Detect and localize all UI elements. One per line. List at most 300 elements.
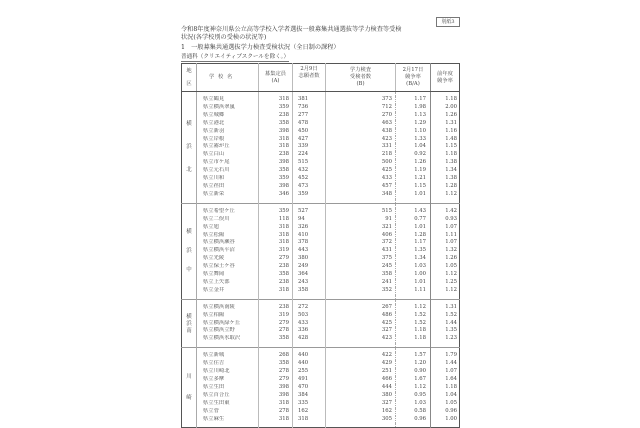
applicants-cell: 443 <box>293 247 326 255</box>
table-row <box>182 112 460 120</box>
district-char: 崎 <box>186 395 192 402</box>
header-prev-l1: 前年度 <box>437 70 453 77</box>
prev-ratio-cell: 1.23 <box>431 335 460 343</box>
prev-ratio-cell: 1.35 <box>431 327 460 335</box>
table-row <box>182 255 460 263</box>
test-takers-cell: 348 <box>326 191 396 199</box>
test-takers-cell: 380 <box>326 392 396 400</box>
school-name-cell: 県立生田 <box>203 383 225 390</box>
ratio-cell: 1.26 <box>396 159 431 167</box>
test-takers-cell: 466 <box>326 376 396 384</box>
table-row <box>182 216 460 224</box>
district-cell <box>182 92 197 204</box>
table-row <box>182 159 460 167</box>
applicants-cell: 452 <box>293 175 326 183</box>
school-name-cell: 県立川和 <box>203 175 225 182</box>
header-applicants <box>293 64 326 92</box>
table-row <box>182 384 460 392</box>
school-name-cell: 県立住吉 <box>203 360 225 367</box>
district-char: 浜 <box>186 320 192 327</box>
capacity-cell: 358 <box>259 167 293 175</box>
prev-ratio-cell: 1.44 <box>431 320 460 328</box>
district-group <box>182 299 460 348</box>
ratio-cell: 1.10 <box>396 128 431 136</box>
ratio-cell: 1.01 <box>396 279 431 287</box>
capacity-cell: 278 <box>259 327 293 335</box>
capacity-cell: 318 <box>259 287 293 295</box>
school-name-cell: 県立菅 <box>203 407 219 414</box>
table-row <box>182 120 460 128</box>
district-char: 中 <box>186 267 192 274</box>
header-capacity-label: 募集定員 <box>264 70 287 77</box>
school-name-cell: 県立港北 <box>203 119 225 126</box>
ratio-cell: 1.35 <box>396 247 431 255</box>
ratio-cell: 0.96 <box>396 416 431 424</box>
prev-ratio-cell: 1.07 <box>431 224 460 232</box>
district-char: 横 <box>186 229 192 236</box>
prev-ratio-cell: 1.18 <box>431 384 460 392</box>
ratio-cell: 0.77 <box>396 216 431 224</box>
school-name-cell: 県立二俣川 <box>203 215 230 222</box>
prev-ratio-cell: 1.52 <box>431 312 460 320</box>
table-row <box>182 239 460 247</box>
capacity-cell: 268 <box>259 352 293 360</box>
ratio-cell: 1.12 <box>396 384 431 392</box>
school-name-cell: 県立荏田 <box>203 182 225 189</box>
capacity-cell: 398 <box>259 392 293 400</box>
applicants-cell: 339 <box>293 143 326 151</box>
prev-ratio-cell: 1.42 <box>431 208 460 216</box>
ratio-cell: 1.12 <box>396 304 431 312</box>
test-takers-cell: 352 <box>326 287 396 295</box>
prev-ratio-cell: 1.05 <box>431 263 460 271</box>
ratio-cell: 1.57 <box>396 352 431 360</box>
ratio-cell: 1.52 <box>396 312 431 320</box>
table-row <box>182 183 460 191</box>
capacity-cell: 346 <box>259 191 293 199</box>
applicants-cell: 503 <box>293 312 326 320</box>
header-applicants-label: 志願者数 <box>298 73 320 79</box>
prev-ratio-cell: 1.38 <box>431 175 460 183</box>
applicants-cell: 364 <box>293 271 326 279</box>
title-line-2: 状況(各学校別の受検の状況等) <box>181 34 267 41</box>
table-row <box>182 128 460 136</box>
title-line-1: 令和8年度神奈川県公立高等学校入学者選抜一般募集共通選抜等学力検査等受検 <box>181 26 402 33</box>
school-name-cell: 県立多摩 <box>203 376 225 382</box>
school-name-cell: 県立新城 <box>203 352 225 359</box>
table-row <box>182 327 460 335</box>
prev-ratio-cell: 1.44 <box>431 360 460 368</box>
school-name-cell: 県立上矢部 <box>203 278 230 285</box>
table-row <box>182 263 460 271</box>
ratio-cell: 1.19 <box>396 167 431 175</box>
admission-status-table <box>181 63 460 428</box>
ratio-cell: 1.17 <box>396 96 431 104</box>
prev-ratio-cell: 0.93 <box>431 216 460 224</box>
ratio-cell: 1.04 <box>396 143 431 151</box>
header-test-takers <box>326 64 396 92</box>
capacity-cell: 238 <box>259 112 293 120</box>
capacity-cell: 318 <box>259 239 293 247</box>
header-test-takers-sub: (B) <box>356 81 365 87</box>
prev-ratio-cell: 1.31 <box>431 304 460 312</box>
district-char: 横 <box>186 121 192 128</box>
table-row <box>182 416 460 424</box>
applicants-cell: 478 <box>293 120 326 128</box>
school-name-cell: 県立麻生 <box>203 415 225 422</box>
test-takers-cell: 422 <box>326 352 396 360</box>
capacity-cell: 238 <box>259 263 293 271</box>
prev-ratio-cell: 1.32 <box>431 247 460 255</box>
capacity-cell: 359 <box>259 104 293 112</box>
test-takers-cell: 331 <box>326 143 396 151</box>
applicants-cell: 527 <box>293 208 326 216</box>
test-takers-cell: 372 <box>326 239 396 247</box>
table-row <box>182 304 460 312</box>
capacity-cell: 238 <box>259 304 293 312</box>
capacity-cell: 279 <box>259 255 293 263</box>
test-takers-cell: 444 <box>326 384 396 392</box>
ratio-cell: 0.90 <box>396 368 431 376</box>
district-group <box>182 348 460 428</box>
annex-label: 別紙3 <box>436 17 460 27</box>
course-subheading: 普通科（クリエイティブスクールを除く。） <box>181 54 290 60</box>
school-name-cell: 県立生田東 <box>203 399 230 406</box>
ratio-cell: 0.95 <box>396 392 431 400</box>
ratio-cell: 1.34 <box>396 255 431 263</box>
prev-ratio-cell: 1.79 <box>431 352 460 360</box>
applicants-cell: 378 <box>293 239 326 247</box>
capacity-cell: 318 <box>259 224 293 232</box>
district-char: 北 <box>186 167 192 174</box>
capacity-cell: 238 <box>259 151 293 159</box>
ratio-cell: 1.98 <box>396 104 431 112</box>
school-name-cell: 県立新羽 <box>203 127 225 134</box>
table-row <box>182 312 460 320</box>
ratio-cell: 1.00 <box>396 271 431 279</box>
district-cell <box>182 348 197 428</box>
test-takers-cell: 515 <box>326 208 396 216</box>
school-name-cell: 県立松陽 <box>203 231 225 238</box>
capacity-cell: 318 <box>259 232 293 240</box>
capacity-cell: 278 <box>259 408 293 416</box>
table-row <box>182 279 460 287</box>
test-takers-cell: 712 <box>326 104 396 112</box>
test-takers-cell: 500 <box>326 159 396 167</box>
table-row <box>182 191 460 199</box>
capacity-cell: 318 <box>259 96 293 104</box>
applicants-cell: 359 <box>293 191 326 199</box>
district-char: 浜 <box>186 248 192 255</box>
applicants-cell: 243 <box>293 279 326 287</box>
capacity-cell: 398 <box>259 128 293 136</box>
school-name-cell: 県立横浜氷取沢 <box>203 335 241 342</box>
ratio-cell: 1.33 <box>396 136 431 144</box>
applicants-cell: 381 <box>293 96 326 104</box>
school-name-cell: 県立保土ケ谷 <box>203 263 235 270</box>
ratio-cell: 1.13 <box>396 112 431 120</box>
header-capacity-sub: (A) <box>271 77 280 84</box>
ratio-cell: 1.52 <box>396 320 431 328</box>
school-name-cell: 県立希望ケ丘 <box>203 207 235 214</box>
test-takers-cell: 327 <box>326 327 396 335</box>
test-takers-cell: 251 <box>326 368 396 376</box>
ratio-cell: 1.01 <box>396 224 431 232</box>
applicants-cell: 94 <box>293 216 326 224</box>
applicants-cell: 428 <box>293 335 326 343</box>
school-name-cell: 県立光陵 <box>203 255 225 262</box>
applicants-cell: 380 <box>293 255 326 263</box>
capacity-cell: 278 <box>259 368 293 376</box>
prev-ratio-cell: 1.15 <box>431 143 460 151</box>
prev-ratio-cell: 1.18 <box>431 96 460 104</box>
ratio-cell: 1.01 <box>396 191 431 199</box>
district-char: 川 <box>186 374 192 381</box>
district-cell <box>182 299 197 348</box>
test-takers-cell: 425 <box>326 320 396 328</box>
applicants-cell: 249 <box>293 263 326 271</box>
capacity-cell: 358 <box>259 271 293 279</box>
prev-ratio-cell: 1.00 <box>431 416 460 424</box>
school-name-cell: 県立横浜立野 <box>203 327 235 334</box>
capacity-cell: 398 <box>259 183 293 191</box>
school-name-cell: 県立鶴見 <box>203 96 225 102</box>
capacity-cell: 118 <box>259 216 293 224</box>
prev-ratio-cell: 1.04 <box>431 392 460 400</box>
table-row <box>182 335 460 343</box>
test-takers-cell: 373 <box>326 96 396 104</box>
prev-ratio-cell: 1.12 <box>431 191 460 199</box>
prev-ratio-cell: 1.11 <box>431 232 460 240</box>
capacity-cell: 398 <box>259 159 293 167</box>
header-ratio <box>396 64 431 92</box>
table-row <box>182 208 460 216</box>
capacity-cell: 318 <box>259 143 293 151</box>
table-row <box>182 392 460 400</box>
applicants-cell: 515 <box>293 159 326 167</box>
test-takers-cell: 486 <box>326 312 396 320</box>
school-name-cell: 県立横浜平沼 <box>203 247 235 254</box>
table-row <box>182 167 460 175</box>
header-district-top: 地 <box>186 67 192 74</box>
ratio-cell: 1.18 <box>396 327 431 335</box>
district-char: 浜 <box>186 144 192 151</box>
capacity-cell: 318 <box>259 416 293 424</box>
prev-ratio-cell: 1.18 <box>431 151 460 159</box>
prev-ratio-cell: 1.26 <box>431 255 460 263</box>
capacity-cell: 318 <box>259 136 293 144</box>
ratio-cell: 1.28 <box>396 232 431 240</box>
prev-ratio-cell: 0.96 <box>431 408 460 416</box>
section-title: 1 一般募集共通選抜学力検査受検状況（全日制の課程） <box>181 44 340 51</box>
table-row <box>182 151 460 159</box>
table-row <box>182 271 460 279</box>
school-name-cell: 県立柏陽 <box>203 311 225 318</box>
test-takers-cell: 218 <box>326 151 396 159</box>
table-row <box>182 247 460 255</box>
prev-ratio-cell: 1.38 <box>431 159 460 167</box>
applicants-cell: 336 <box>293 327 326 335</box>
prev-ratio-cell: 1.16 <box>431 128 460 136</box>
capacity-cell: 279 <box>259 376 293 384</box>
applicants-cell: 432 <box>293 167 326 175</box>
ratio-cell: 1.17 <box>396 239 431 247</box>
school-name-cell: 県立霧が丘 <box>203 143 230 150</box>
ratio-cell: 1.29 <box>396 120 431 128</box>
applicants-cell: 433 <box>293 320 326 328</box>
test-takers-cell: 245 <box>326 263 396 271</box>
test-takers-cell: 327 <box>326 400 396 408</box>
test-takers-cell: 431 <box>326 247 396 255</box>
capacity-cell: 359 <box>259 208 293 216</box>
capacity-cell: 319 <box>259 247 293 255</box>
school-name-cell: 県立横浜瀬谷 <box>203 239 235 246</box>
ratio-cell: 1.67 <box>396 376 431 384</box>
capacity-cell: 398 <box>259 384 293 392</box>
applicants-cell: 427 <box>293 136 326 144</box>
capacity-cell: 358 <box>259 335 293 343</box>
ratio-cell: 1.11 <box>396 287 431 295</box>
test-takers-cell: 406 <box>326 232 396 240</box>
capacity-cell: 238 <box>259 279 293 287</box>
header-prev-l2: 競争率 <box>437 77 453 84</box>
test-takers-cell: 305 <box>326 416 396 424</box>
applicants-cell: 736 <box>293 104 326 112</box>
school-name-cell: 県立金井 <box>203 286 225 293</box>
applicants-cell: 440 <box>293 360 326 368</box>
ratio-cell: 1.21 <box>396 175 431 183</box>
header-prev-ratio <box>431 64 460 92</box>
test-takers-cell: 425 <box>326 167 396 175</box>
table-row <box>182 136 460 144</box>
prev-ratio-cell: 1.25 <box>431 279 460 287</box>
prev-ratio-cell: 1.07 <box>431 239 460 247</box>
header-school: 学 校 名 <box>197 64 259 92</box>
district-char: 南 <box>186 327 192 334</box>
test-takers-cell: 241 <box>326 279 396 287</box>
header-district <box>182 64 197 92</box>
prev-ratio-cell: 1.12 <box>431 287 460 295</box>
capacity-cell: 318 <box>259 400 293 408</box>
applicants-cell: 224 <box>293 151 326 159</box>
test-takers-cell: 438 <box>326 128 396 136</box>
school-name-cell: 県立岸根 <box>203 135 225 142</box>
header-ratio-sub: (B/A) <box>406 81 420 87</box>
school-name-cell: 県立横浜緑ケ丘 <box>203 319 241 326</box>
applicants-cell: 470 <box>293 384 326 392</box>
table-row <box>182 175 460 183</box>
applicants-cell: 410 <box>293 232 326 240</box>
applicants-cell: 473 <box>293 183 326 191</box>
ratio-cell: 1.03 <box>396 263 431 271</box>
test-takers-cell: 433 <box>326 175 396 183</box>
applicants-cell: 272 <box>293 304 326 312</box>
capacity-cell: 358 <box>259 120 293 128</box>
applicants-cell: 318 <box>293 416 326 424</box>
capacity-cell: 279 <box>259 320 293 328</box>
table-header-row <box>182 64 460 92</box>
test-takers-cell: 375 <box>326 255 396 263</box>
table-row <box>182 368 460 376</box>
table-row <box>182 376 460 384</box>
header-test-takers-l1: 学力検査 <box>349 67 372 73</box>
prev-ratio-cell: 1.28 <box>431 183 460 191</box>
applicants-cell: 358 <box>293 287 326 295</box>
table-row <box>182 400 460 408</box>
applicants-cell: 162 <box>293 408 326 416</box>
prev-ratio-cell: 2.00 <box>431 104 460 112</box>
school-name-cell: 県立川崎北 <box>203 368 230 375</box>
school-name-cell: 県立城郷 <box>203 111 225 118</box>
test-takers-cell: 457 <box>326 183 396 191</box>
header-capacity <box>259 64 293 92</box>
header-ratio-date: 2月17日 <box>402 67 424 73</box>
prev-ratio-cell: 1.34 <box>431 167 460 175</box>
ratio-cell: 1.43 <box>396 208 431 216</box>
school-name-cell: 県立舞岡 <box>203 271 225 278</box>
capacity-cell: 359 <box>259 175 293 183</box>
header-district-bottom: 区 <box>186 80 192 87</box>
applicants-cell: 491 <box>293 376 326 384</box>
table-row <box>182 287 460 295</box>
table-row <box>182 360 460 368</box>
school-name-cell: 県立百合丘 <box>203 391 230 398</box>
school-name-cell: 県立横浜南陵 <box>203 303 235 310</box>
prev-ratio-cell: 1.05 <box>431 400 460 408</box>
table-row <box>182 143 460 151</box>
prev-ratio-cell: 1.64 <box>431 376 460 384</box>
test-takers-cell: 463 <box>326 120 396 128</box>
table-row <box>182 320 460 328</box>
test-takers-cell: 162 <box>326 408 396 416</box>
header-ratio-label: 競争率 <box>405 74 421 80</box>
applicants-cell: 440 <box>293 352 326 360</box>
test-takers-cell: 423 <box>326 335 396 343</box>
prev-ratio-cell: 1.12 <box>431 271 460 279</box>
district-char: 横 <box>186 313 192 320</box>
applicants-cell: 384 <box>293 392 326 400</box>
applicants-cell: 255 <box>293 368 326 376</box>
ratio-cell: 1.20 <box>396 360 431 368</box>
ratio-cell: 0.58 <box>396 408 431 416</box>
applicants-cell: 335 <box>293 400 326 408</box>
ratio-cell: 1.15 <box>396 183 431 191</box>
table-row <box>182 232 460 240</box>
test-takers-cell: 91 <box>326 216 396 224</box>
test-takers-cell: 321 <box>326 224 396 232</box>
test-takers-cell: 270 <box>326 112 396 120</box>
prev-ratio-cell: 1.07 <box>431 368 460 376</box>
test-takers-cell: 423 <box>326 136 396 144</box>
table-row <box>182 352 460 360</box>
table-row <box>182 96 460 104</box>
school-name-cell: 県立新栄 <box>203 190 225 197</box>
table-row <box>182 224 460 232</box>
capacity-cell: 358 <box>259 360 293 368</box>
prev-ratio-cell: 1.26 <box>431 112 460 120</box>
table-row <box>182 408 460 416</box>
document-title <box>181 26 402 42</box>
school-name-cell: 県立横浜翠嵐 <box>203 103 235 110</box>
test-takers-cell: 429 <box>326 360 396 368</box>
school-name-cell: 県立市ケ尾 <box>203 159 230 166</box>
school-name-cell: 県立元石川 <box>203 167 230 174</box>
table-row <box>182 104 460 112</box>
test-takers-cell: 358 <box>326 271 396 279</box>
school-name-cell: 県立旭 <box>203 223 219 230</box>
ratio-cell: 1.18 <box>396 335 431 343</box>
school-name-cell: 県立白山 <box>203 151 225 158</box>
